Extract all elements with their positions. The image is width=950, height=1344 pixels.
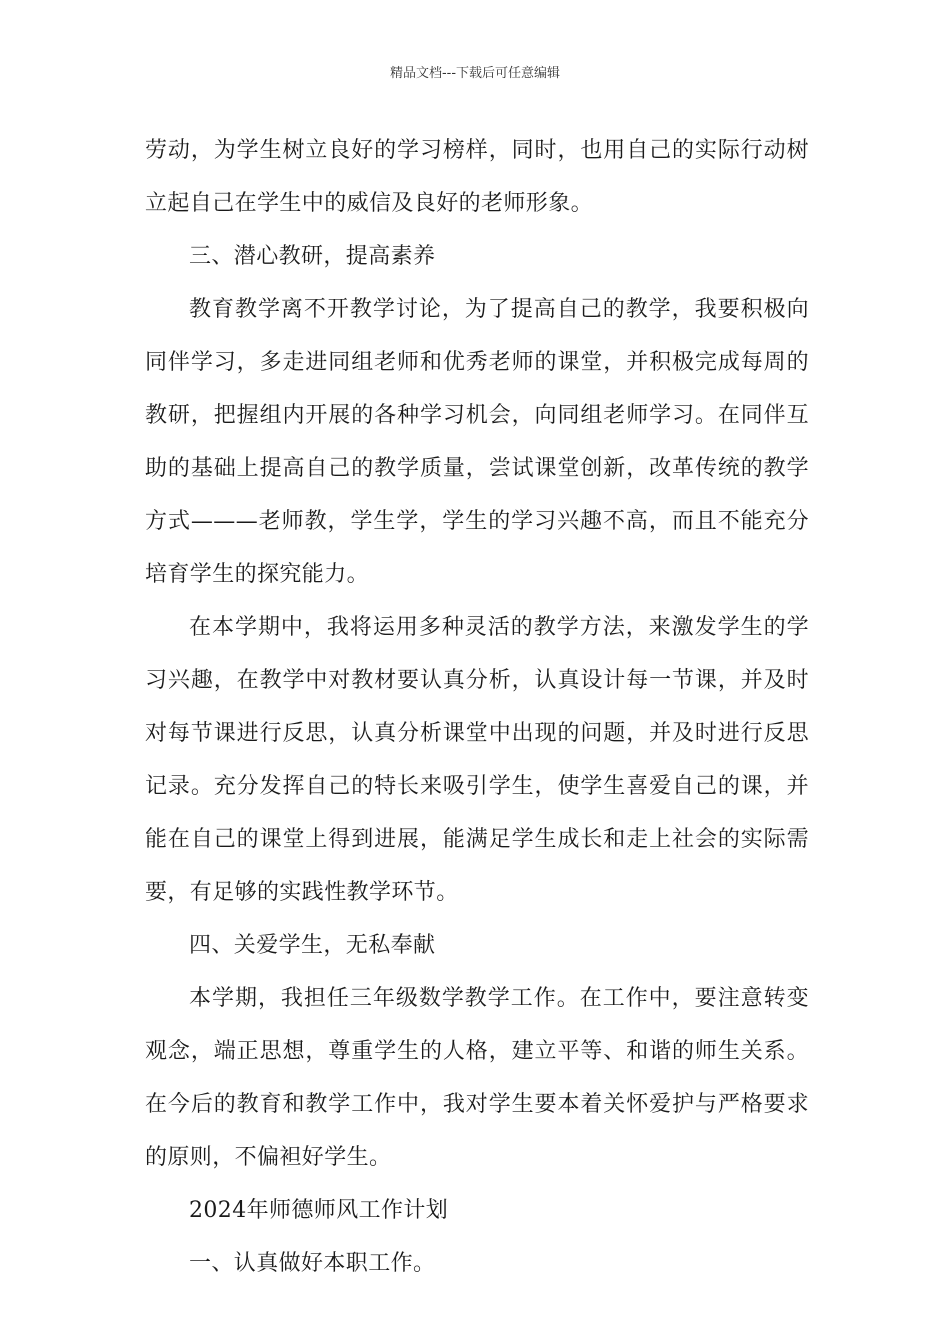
- section-heading-3: 三、潜心教研，提高素养: [189, 244, 436, 269]
- paragraph-teaching-research: 教育教学离不开教学讨论，为了提高自己的教学，我要积极向同伴学习，多走进同组老师和优秀老师的课堂，并积极完成每周的教研，把握组内开展的各种学习机会，向同组老师学习。在同伴互助的基础上提高自己的教学质量，尝试课堂创新，改革传统的教学方式———老师教，学生学，学生的学习兴趣不高，而且不能充分培育学生的探究能力。: [145, 297, 809, 587]
- document-subtitle: 2024年师德师风工作计划: [189, 1198, 449, 1223]
- paragraph-teaching-methods: 在本学期中，我将运用多种灵活的教学方法，来激发学生的学习兴趣，在教学中对教材要认真分析，认真设计每一节课，并及时对每节课进行反思，认真分析课堂中出现的问题，并及时进行反思记录。充分发挥自己的特长来吸引学生，使学生喜爱自己的课，并能在自己的课堂上得到进展，能满足学生成长和走上社会的实际需要，有足够的实践性教学环节。: [145, 615, 809, 905]
- document-body: [145, 124, 809, 1290]
- section-heading-1: 一、认真做好本职工作。: [189, 1251, 436, 1276]
- paragraph-caring-students: 本学期，我担任三年级数学教学工作。在工作中，要注意转变观念，端正思想，尊重学生的人格，建立平等、和谐的师生关系。在今后的教育和教学工作中，我对学生要本着关怀爱护与严格要求的原则，不偏袒好学生。: [145, 986, 809, 1170]
- page-header: 精品文档---下载后可任意编辑: [389, 66, 561, 81]
- paragraph-continuation: 劳动，为学生树立良好的学习榜样，同时，也用自己的实际行动树立起自己在学生中的威信及良好的老师形象。: [145, 138, 809, 216]
- section-heading-4: 四、关爱学生，无私奉献: [189, 933, 436, 958]
